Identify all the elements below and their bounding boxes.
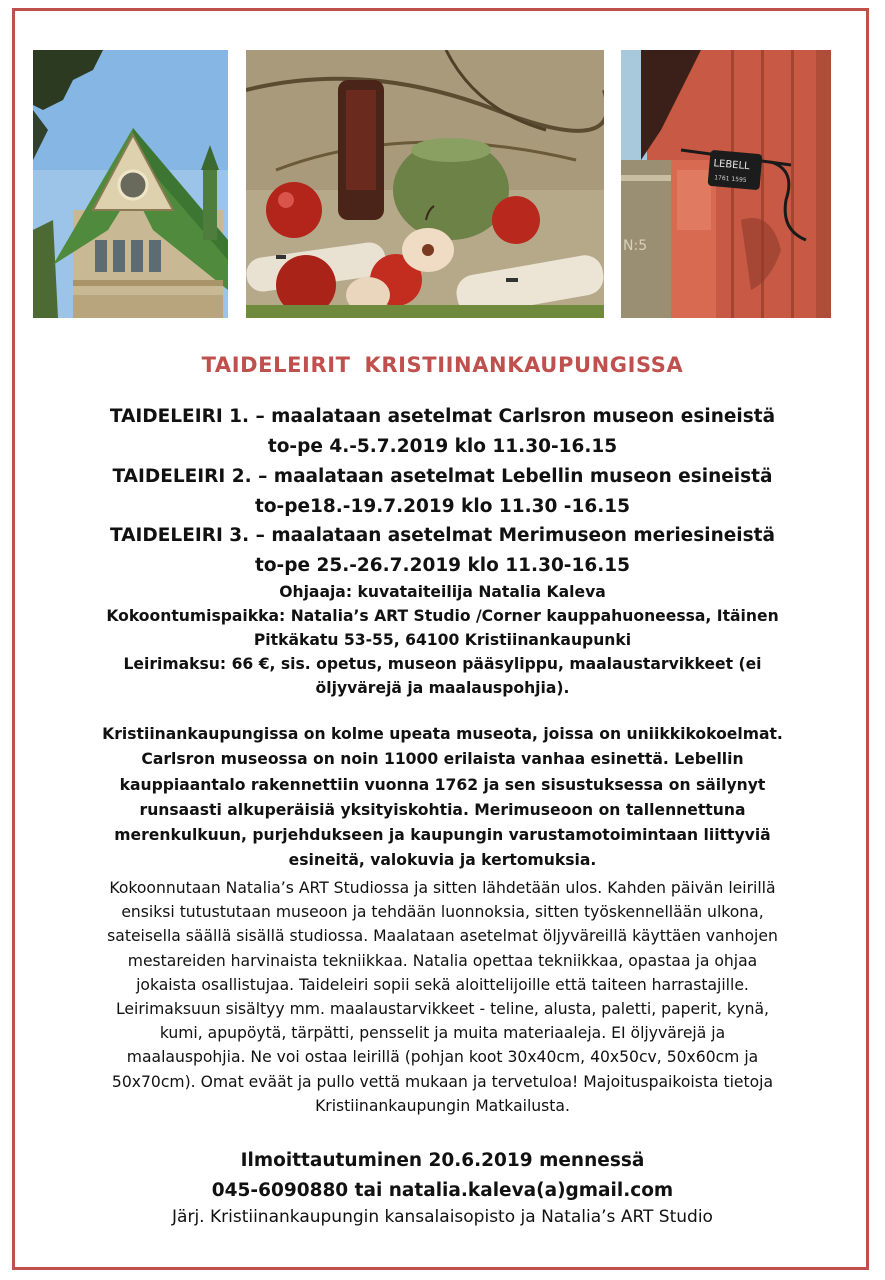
description-line: kumi, apupöytä, tärpätti, pensselit ja muita materiaaleja. EI öljyvärejä ja bbox=[159, 1024, 726, 1043]
camp-3-name: TAIDELEIRI 3. – maalataan asetelmat Merimuseon meriesineistä bbox=[110, 525, 775, 546]
organizer: Järj. Kristiinankaupungin kansalaisopisto ja Natalia’s ART Studio bbox=[172, 1207, 713, 1227]
camp-3 bbox=[14, 521, 871, 581]
description-line: Kristiinankaupungin Matkailusta. bbox=[315, 1096, 570, 1115]
meeting-place-line-2: Pitkäkatu 53-55, 64100 Kristiinankaupunki bbox=[253, 631, 632, 649]
sign-text: LEBELL bbox=[712, 158, 751, 173]
villa-photo bbox=[33, 50, 228, 318]
intro-line: Kristiinankaupungissa on kolme upeata museota, joissa on uniikkikokoelmat. bbox=[102, 725, 783, 743]
camp-1-name: TAIDELEIRI 1. – maalataan asetelmat Carlsron museon esineistä bbox=[109, 406, 776, 427]
meeting-place-line-1: Kokoontumispaikka: Natalia’s ART Studio /Corner kauppahuoneessa, Itäinen bbox=[106, 607, 779, 625]
registration bbox=[14, 1146, 871, 1206]
camp-2-name: TAIDELEIRI 2. – maalataan asetelmat Lebellin museon esineistä bbox=[112, 466, 773, 487]
fee-line-2: öljyvärejä ja maalauspohjia). bbox=[315, 679, 570, 697]
description-line: Leirimaksuun sisältyy mm. maalaustarvikkeet - teline, alusta, paletti, paperit, kynä, bbox=[116, 1000, 769, 1019]
registration-deadline: Ilmoittautuminen 20.6.2019 mennessä bbox=[240, 1150, 645, 1171]
camp-2-date: to-pe18.-19.7.2019 klo 11.30 -16.15 bbox=[254, 496, 631, 517]
svg-text:N:5: N:5 bbox=[623, 238, 648, 254]
intro-line: runsaasti alkuperäisiä yksityiskohtia. Merimuseoon on tallennettuna bbox=[139, 800, 746, 819]
description-line: maalauspohjia. Ne voi ostaa leirillä (pohjan koot 30x40cm, 40x50cv, 50x60cm ja bbox=[126, 1048, 759, 1067]
intro-line: kauppiaantalo rakennettiin vuonna 1762 ja sen sisustuksessa on säilynyt bbox=[119, 775, 766, 794]
page-title: TAIDELEIRIT KRISTIINANKAUPUNGISSA bbox=[201, 353, 684, 377]
camp-2 bbox=[14, 462, 871, 522]
museum-intro bbox=[14, 722, 871, 874]
intro-line: Carlsron museossa on noin 11000 erilaista vanhaa esinettä. Lebellin bbox=[141, 750, 744, 769]
description-line: jokaista osallistujaa. Taideleiri sopii sekä aloittelijoille että taiteen harrastajille. bbox=[136, 975, 749, 994]
instructor: Ohjaaja: kuvataiteilija Natalia Kaleva bbox=[279, 583, 606, 601]
intro-line: merenkulkuun, purjehdukseen ja kaupungin varustamotoimintaan liittyviä bbox=[114, 826, 771, 845]
description-line: mestareiden harvinaista tekniikkaa. Natalia opettaa tekniikkaa, opastaa ja ohjaa bbox=[127, 951, 758, 970]
fee-line-1: Leirimaksu: 66 €, sis. opetus, museon pääsylippu, maalaustarvikkeet (ei bbox=[123, 655, 762, 673]
camp-1 bbox=[14, 402, 871, 462]
lebell-museum-photo bbox=[621, 50, 831, 318]
description-line: 50x70cm). Omat eväät ja pullo vettä mukaan ja tervetuloa! Majoituspaikoista tietoja bbox=[111, 1072, 774, 1091]
camp-info bbox=[14, 580, 871, 700]
description-line: Kokoonnutaan Natalia’s ART Studiossa ja sitten lähdetään ulos. Kahden päivän leirillä bbox=[109, 879, 776, 897]
registration-contact: 045-6090880 tai natalia.kaleva(a)gmail.com bbox=[211, 1180, 674, 1201]
sign-years: 1761 1595 bbox=[713, 174, 747, 185]
still-life-painting bbox=[246, 50, 604, 318]
camp-description bbox=[14, 876, 871, 1118]
camp-3-date: to-pe 25.-26.7.2019 klo 11.30-16.15 bbox=[254, 555, 631, 576]
camp-1-date: to-pe 4.-5.7.2019 klo 11.30-16.15 bbox=[267, 436, 618, 457]
intro-line: esineitä, valokuvia ja kertomuksia. bbox=[288, 851, 597, 870]
description-line: sateisella säällä sisällä studiossa. Maalataan asetelmat öljyväreillä käyttäen vanhojen bbox=[107, 927, 778, 946]
description-line: ensiksi tutustutaan museoon ja tehdään luonnoksia, sitten työskennellään ulkona, bbox=[121, 903, 764, 922]
